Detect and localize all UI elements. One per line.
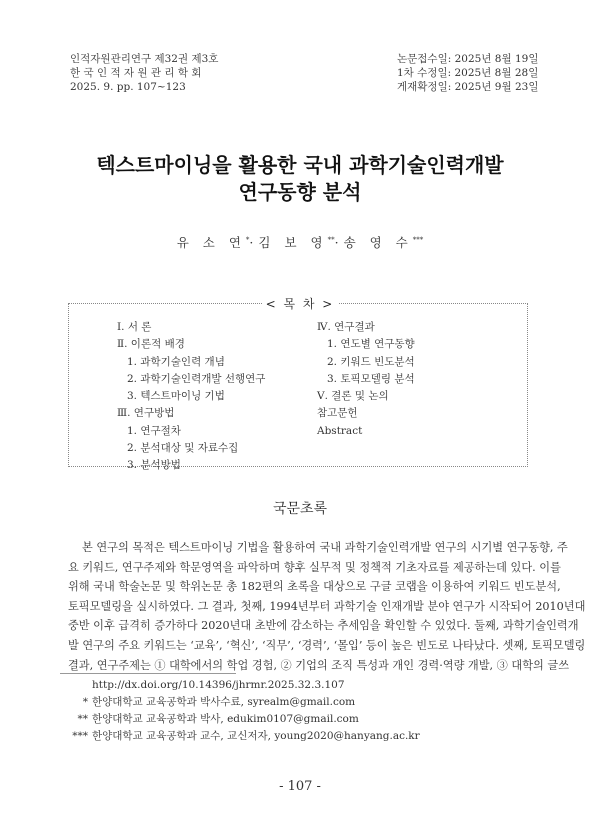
toc-item: 1. 연도별 연구동향 xyxy=(327,338,415,351)
abstract-line: 중반 이후 급격히 증가하다 2020년대 초반에 감소하는 추세임을 확인할 수 있었다. 둘째, 과학기술인력개 xyxy=(68,619,579,633)
toc-item: Ⅰ. 서 론 xyxy=(117,321,152,333)
accepted-date: 게재확정일: 2025년 9월 23일 xyxy=(397,81,539,93)
toc-item: Abstract xyxy=(317,424,363,437)
author-mark: ** xyxy=(327,235,335,244)
author-name: 유 소 연 xyxy=(176,235,246,250)
society-name: 한 국 인 적 자 원 관 리 학 회 xyxy=(70,67,202,79)
journal-name: 인적자원관리연구 제32권 제3호 xyxy=(70,53,219,65)
table-of-contents xyxy=(68,303,528,472)
footnote xyxy=(60,711,420,728)
toc-item: 3. 텍스트마이닝 기법 xyxy=(127,390,225,403)
abstract-line: 요 키워드, 연구주제와 학문영역을 파악하며 향후 실무적 및 정책적 기초자료를 제공하는데 있다. 이를 xyxy=(68,560,561,574)
toc-item: Ⅳ. 연구결과 xyxy=(317,321,375,333)
toc-right-column xyxy=(317,319,415,440)
author-mark: *** xyxy=(412,235,424,244)
author-mark: * xyxy=(245,235,250,244)
toc-item: 2. 분석대상 및 자료수집 xyxy=(127,442,239,455)
footnote-divider xyxy=(60,673,236,674)
author-list xyxy=(0,233,600,251)
title-line: 연구동향 분석 xyxy=(238,180,362,204)
abstract-line: 위해 국내 학술논문 및 학위논문 총 182편의 초록을 대상으로 구글 코랩을 이용하여 키워드 빈도분석, xyxy=(68,580,561,594)
footnote-text: 한양대학교 교육공학과 박사, edukim0107@gmail.com xyxy=(92,713,359,725)
toc-left-column xyxy=(117,319,265,475)
toc-item: 1. 연구절차 xyxy=(127,424,181,437)
footnote-text: http://dx.doi.org/10.14396/jhrmr.2025.32.3.107 xyxy=(92,679,345,691)
footnote-text: 한양대학교 교육공학과 박사수료, syrealm@gmail.com xyxy=(92,696,356,708)
paper-title xyxy=(0,152,600,206)
abstract-line: 결과, 연구주제는 ① 대학에서의 학업 경험, ② 기업의 조직 특성과 개인 경력·역량 개발, ③ 대학의 글쓰 xyxy=(68,658,569,672)
revised-date: 1차 수정일: 2025년 8월 28일 xyxy=(397,67,539,79)
abstract-body xyxy=(68,538,586,675)
received-date: 논문접수일: 2025년 8월 19일 xyxy=(397,53,539,65)
toc-item: 1. 과학기술인력 개념 xyxy=(127,355,225,368)
footnote xyxy=(60,694,420,711)
author-separator: · xyxy=(334,235,344,250)
toc-item: 참고문헌 xyxy=(317,407,358,420)
abstract-line: 토픽모델링을 실시하였다. 그 결과, 첫째, 1994년부터 과학기술 인재개발 분야 연구가 시작되어 2010년대 xyxy=(68,599,586,613)
author-name: 김 보 영 xyxy=(258,235,328,250)
journal-info xyxy=(70,52,218,94)
footnote-mark: *** xyxy=(72,730,88,742)
toc-item: 2. 키워드 빈도분석 xyxy=(327,355,415,368)
toc-title: < 목 차 > xyxy=(262,297,339,311)
abstract-line: 발 연구의 주요 키워드는 ‘교육’, ‘혁신’, ‘직무’, ‘경력’, ‘몰입’ 등이 높은 빈도로 나타났다. 셋째, 토픽모델링 xyxy=(68,638,586,652)
toc-item: Ⅴ. 결론 및 논의 xyxy=(317,390,389,403)
abstract-line: 본 연구의 목적은 텍스트마이닝 기법을 활용하여 국내 과학기술인력개발 연구의 시기별 연구동향, 주 xyxy=(82,541,568,554)
author-name: 송 영 수 xyxy=(343,235,413,250)
toc-item: 3. 토픽모델링 분석 xyxy=(327,372,415,385)
toc-item: 2. 과학기술인력개발 선행연구 xyxy=(127,372,266,385)
toc-item: Ⅲ. 연구방법 xyxy=(117,407,175,420)
footnote-text: 한양대학교 교육공학과 교수, 교신저자, young2020@hanyang.ac.kr xyxy=(92,730,420,742)
footnote xyxy=(60,677,420,694)
footnote xyxy=(60,728,420,745)
page-number: - 107 - xyxy=(279,779,321,794)
abstract-heading: 국문초록 xyxy=(272,501,328,517)
toc-item: 3. 분석방법 xyxy=(127,459,181,472)
toc-item: Ⅱ. 이론적 배경 xyxy=(117,338,185,351)
title-line: 텍스트마이닝을 활용한 국내 과학기술인력개발 xyxy=(96,153,504,177)
toc-heading xyxy=(0,295,600,312)
issue-pages: 2025. 9. pp. 107~123 xyxy=(70,81,186,93)
author-separator: · xyxy=(249,235,259,250)
footnote-mark: ** xyxy=(77,713,88,725)
footnote-mark: * xyxy=(82,696,88,708)
footnotes xyxy=(60,677,420,745)
submission-dates xyxy=(397,52,538,94)
